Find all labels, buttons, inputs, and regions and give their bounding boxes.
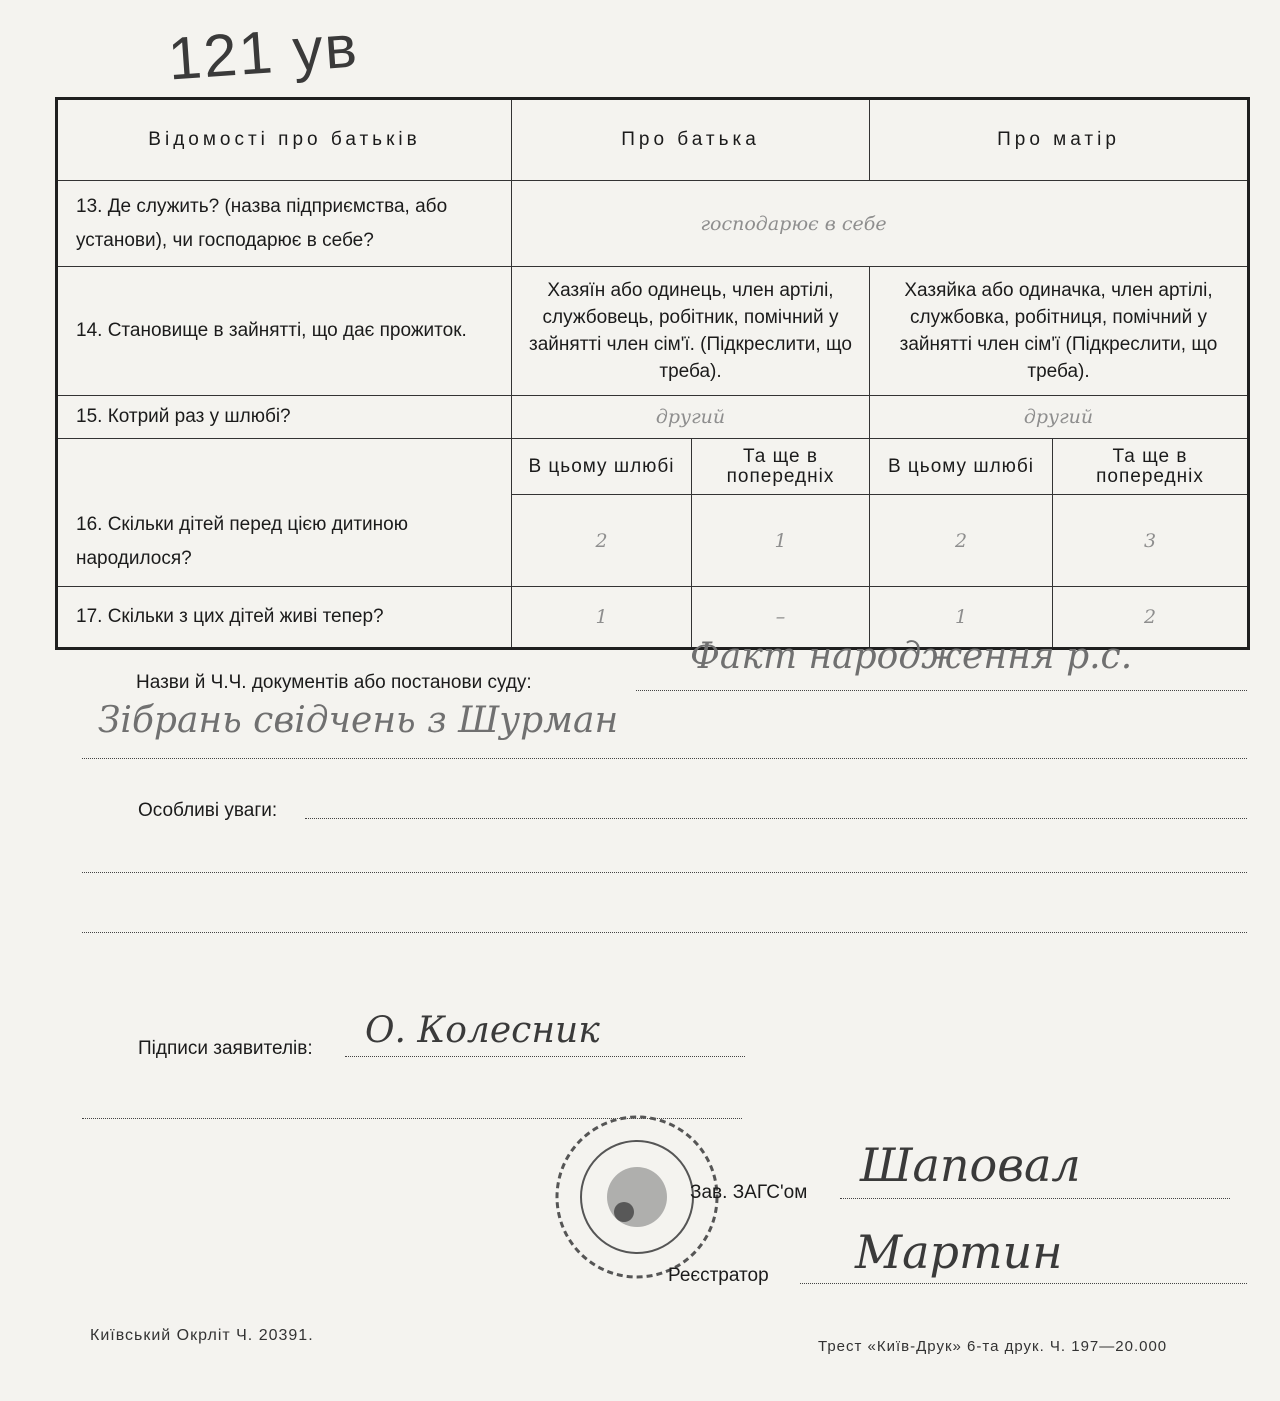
special-notes-label: Особливі уваги:: [138, 800, 278, 821]
question-13: [57, 181, 512, 267]
footer-right: Трест «Київ-Друк» 6-та друк. Ч. 197—20.000: [818, 1338, 1168, 1355]
question-14-text: 14. Становище в зайнятті, що дає прожиток.: [76, 320, 467, 341]
subheader-previous-father: Та ще в попередніх: [692, 439, 870, 495]
table-row: [57, 181, 1249, 267]
mother-options-text: Хазяйка або одиначка, член артілі, службовка, робітниця, помічний у зайнятті член сім'ї (Підкреслити, що треба).: [899, 280, 1218, 382]
notes-dotted-line-1: [305, 818, 1247, 819]
children-alive-father-previous: –: [692, 587, 870, 649]
question-15: [57, 396, 512, 439]
children-born-mother-this: 2: [870, 495, 1053, 587]
registry-head-signature: Шаповал: [860, 1138, 1081, 1192]
question-16-text: 16. Скільки дітей перед цією дитиною народилося?: [76, 514, 408, 569]
registrar-label: Реєстратор: [668, 1265, 769, 1286]
documents-handwritten-2: Зібрань свідчень з Шурман: [98, 700, 619, 741]
parents-info-table: [55, 97, 1250, 650]
registry-head-label: Зав. ЗАГС'ом: [690, 1182, 808, 1203]
children-alive-father-this: 1: [512, 587, 692, 649]
notes-line-2: [82, 872, 1247, 873]
children-born-father-previous: 1: [692, 495, 870, 587]
question-17-text: 17. Скільки з цих дітей живі тепер?: [76, 606, 384, 627]
table-row: [57, 267, 1249, 396]
column-header-mother: Про матір: [870, 99, 1249, 181]
table-row: [57, 439, 1249, 495]
question-14: [57, 267, 512, 396]
question-15-text: 15. Котрий раз у шлюбі?: [76, 406, 291, 427]
footer-left: Київський Окрліт Ч. 20391.: [90, 1327, 314, 1344]
father-marriage-answer: другий: [512, 396, 870, 439]
column-header-father: Про батька: [512, 99, 870, 181]
documents-dotted-line: [636, 690, 1247, 691]
notes-line-3: [82, 932, 1247, 933]
documents-line-2: [82, 758, 1247, 759]
signature-dotted-line: [345, 1056, 745, 1057]
registrar-dotted-line: [800, 1283, 1247, 1284]
children-born-father-this: 2: [512, 495, 692, 587]
mother-employment-options: [870, 267, 1249, 396]
column-header-info: Відомості про батьків: [57, 99, 512, 181]
applicant-signature-handwritten: О. Колесник: [365, 1010, 600, 1051]
father-employment-options: [512, 267, 870, 396]
father-options-text: Хазяїн або одинець, член артілі, службовець, робітник, помічний у зайнятті член сім'ї. (Підкреслити, що треба).: [529, 280, 852, 382]
table-row: [57, 396, 1249, 439]
answer-13-handwritten: господарює в себе: [512, 181, 1249, 267]
subheader-this-marriage-mother: В цьому шлюбі: [870, 439, 1053, 495]
children-born-mother-previous: 3: [1053, 495, 1249, 587]
registrar-signature: Мартин: [855, 1225, 1063, 1279]
documents-handwritten-1: Факт народження р.с.: [690, 636, 1133, 677]
mother-marriage-answer: другий: [870, 396, 1249, 439]
table-header-row: [57, 99, 1249, 181]
question-13-text: 13. Де служить? (назва підприємства, або установи), чи господарює в себе?: [76, 195, 448, 251]
subheader-this-marriage-father: В цьому шлюбі: [512, 439, 692, 495]
registry-head-dotted-line: [840, 1198, 1230, 1199]
question-17: [57, 587, 512, 649]
children-alive-mother-previous: 2: [1053, 587, 1249, 649]
subheader-previous-mother: Та ще в попередніх: [1053, 439, 1249, 495]
children-alive-mother-this: 1: [870, 587, 1053, 649]
documents-label: Назви й Ч.Ч. документів або постанови суду:: [136, 672, 532, 693]
archive-number: 121 ув: [165, 12, 361, 93]
question-16: [57, 439, 512, 587]
applicant-signature-label: Підписи заявителів:: [138, 1038, 313, 1059]
